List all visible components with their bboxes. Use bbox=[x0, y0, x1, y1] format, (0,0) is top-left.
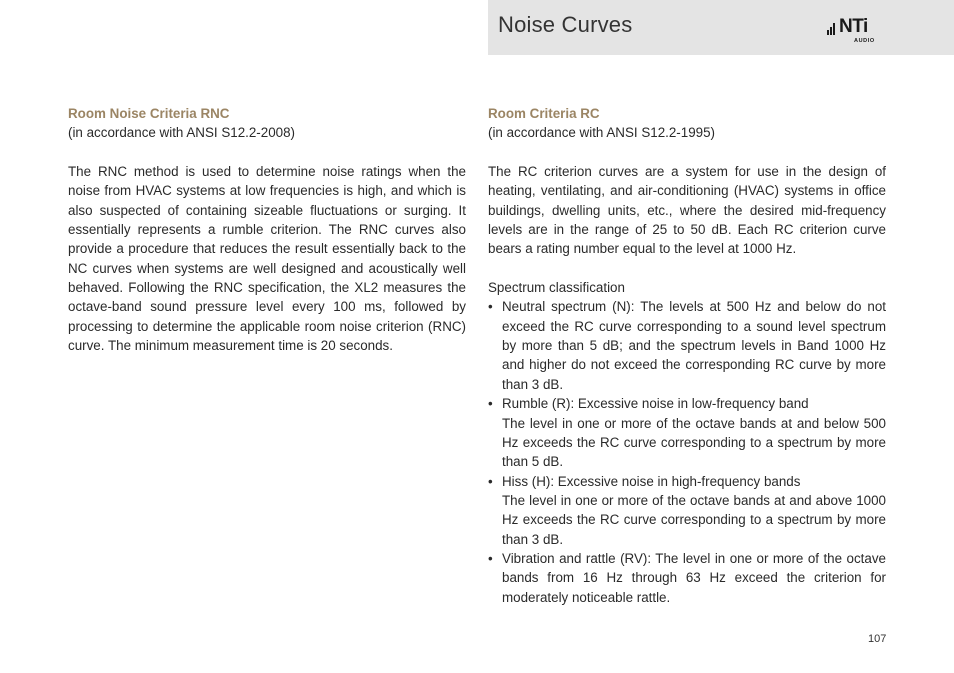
logo-wordmark: NTi bbox=[839, 16, 868, 37]
spectrum-heading: Spectrum classification bbox=[488, 280, 625, 296]
page-number: 107 bbox=[868, 633, 887, 645]
bullet-icon: • bbox=[488, 396, 493, 412]
spectrum-list bbox=[488, 297, 886, 607]
list-item-title: Hiss (H): Excessive noise in high-frequency bands bbox=[502, 473, 801, 489]
nti-audio-logo bbox=[827, 16, 889, 45]
rnc-standard: (in accordance with ANSI S12.2-2008) bbox=[68, 125, 296, 141]
bullet-icon: • bbox=[488, 550, 493, 566]
bullet-icon: • bbox=[488, 299, 493, 315]
list-item-detail: The level in one or more of the octave bands at and above 1000 Hz exceeds the RC curve corresponding to a spectrum by more than 3 dB. bbox=[502, 492, 886, 547]
rc-standard: (in accordance with ANSI S12.2-1995) bbox=[488, 125, 716, 141]
logo-bars-icon bbox=[827, 23, 839, 35]
list-item bbox=[488, 394, 886, 471]
list-item-detail: The level in one or more of the octave bands at and below 500 Hz exceeds the RC curve corresponding to a spectrum by more than 5 dB. bbox=[502, 415, 886, 470]
list-item-title: Neutral spectrum (N): The levels at 500 Hz and below do not exceed the RC curve corresponding to a sound level spectrum by more than 5 dB; and the spectrum levels in Band 1000 Hz and higher do not exceed the corresponding RC curve by more than 3 dB. bbox=[502, 299, 886, 392]
rnc-paragraph: The RNC method is used to determine noise ratings when the noise from HVAC systems at low frequencies is high, and which is also suspected of containing sizeable fluctuations or surging. It essentially represents a rumble criterion. The RNC curves also provide a procedure that reduces the result essentially back to the NC curves when systems are well designed and acoustically well behaved. Following the RNC specification, the XL2 measures the octave-band sound pressure level every 100 ms, followed by processing to determine the applicable room noise criterion (RNC) curve. The minimum measurement time is 20 seconds. bbox=[68, 164, 466, 354]
rnc-heading: Room Noise Criteria RNC bbox=[68, 106, 230, 121]
list-item bbox=[488, 472, 886, 549]
list-item-title: Rumble (R): Excessive noise in low-frequency band bbox=[502, 396, 809, 412]
left-column bbox=[68, 104, 466, 355]
page-title: Noise Curves bbox=[498, 12, 633, 37]
logo-subtitle: AUDIO bbox=[854, 38, 875, 44]
right-column bbox=[488, 104, 886, 607]
list-item bbox=[488, 549, 886, 607]
rc-heading: Room Criteria RC bbox=[488, 106, 600, 121]
page-header bbox=[488, 0, 954, 55]
rc-paragraph: The RC criterion curves are a system for use in the design of heating, ventilating, and air-conditioning (HVAC) systems in office buildings, dwelling units, etc., where the desired mid-frequency levels are in the range of 25 to 50 dB. Each RC criterion curve bears a rating number equal to the level at 1000 Hz. bbox=[488, 164, 886, 257]
list-item bbox=[488, 297, 886, 394]
bullet-icon: • bbox=[488, 473, 493, 489]
list-item-title: Vibration and rattle (RV): The level in one or more of the octave bands from 16 Hz through 63 Hz exceed the criterion for moderately noticeable rattle. bbox=[502, 550, 886, 605]
